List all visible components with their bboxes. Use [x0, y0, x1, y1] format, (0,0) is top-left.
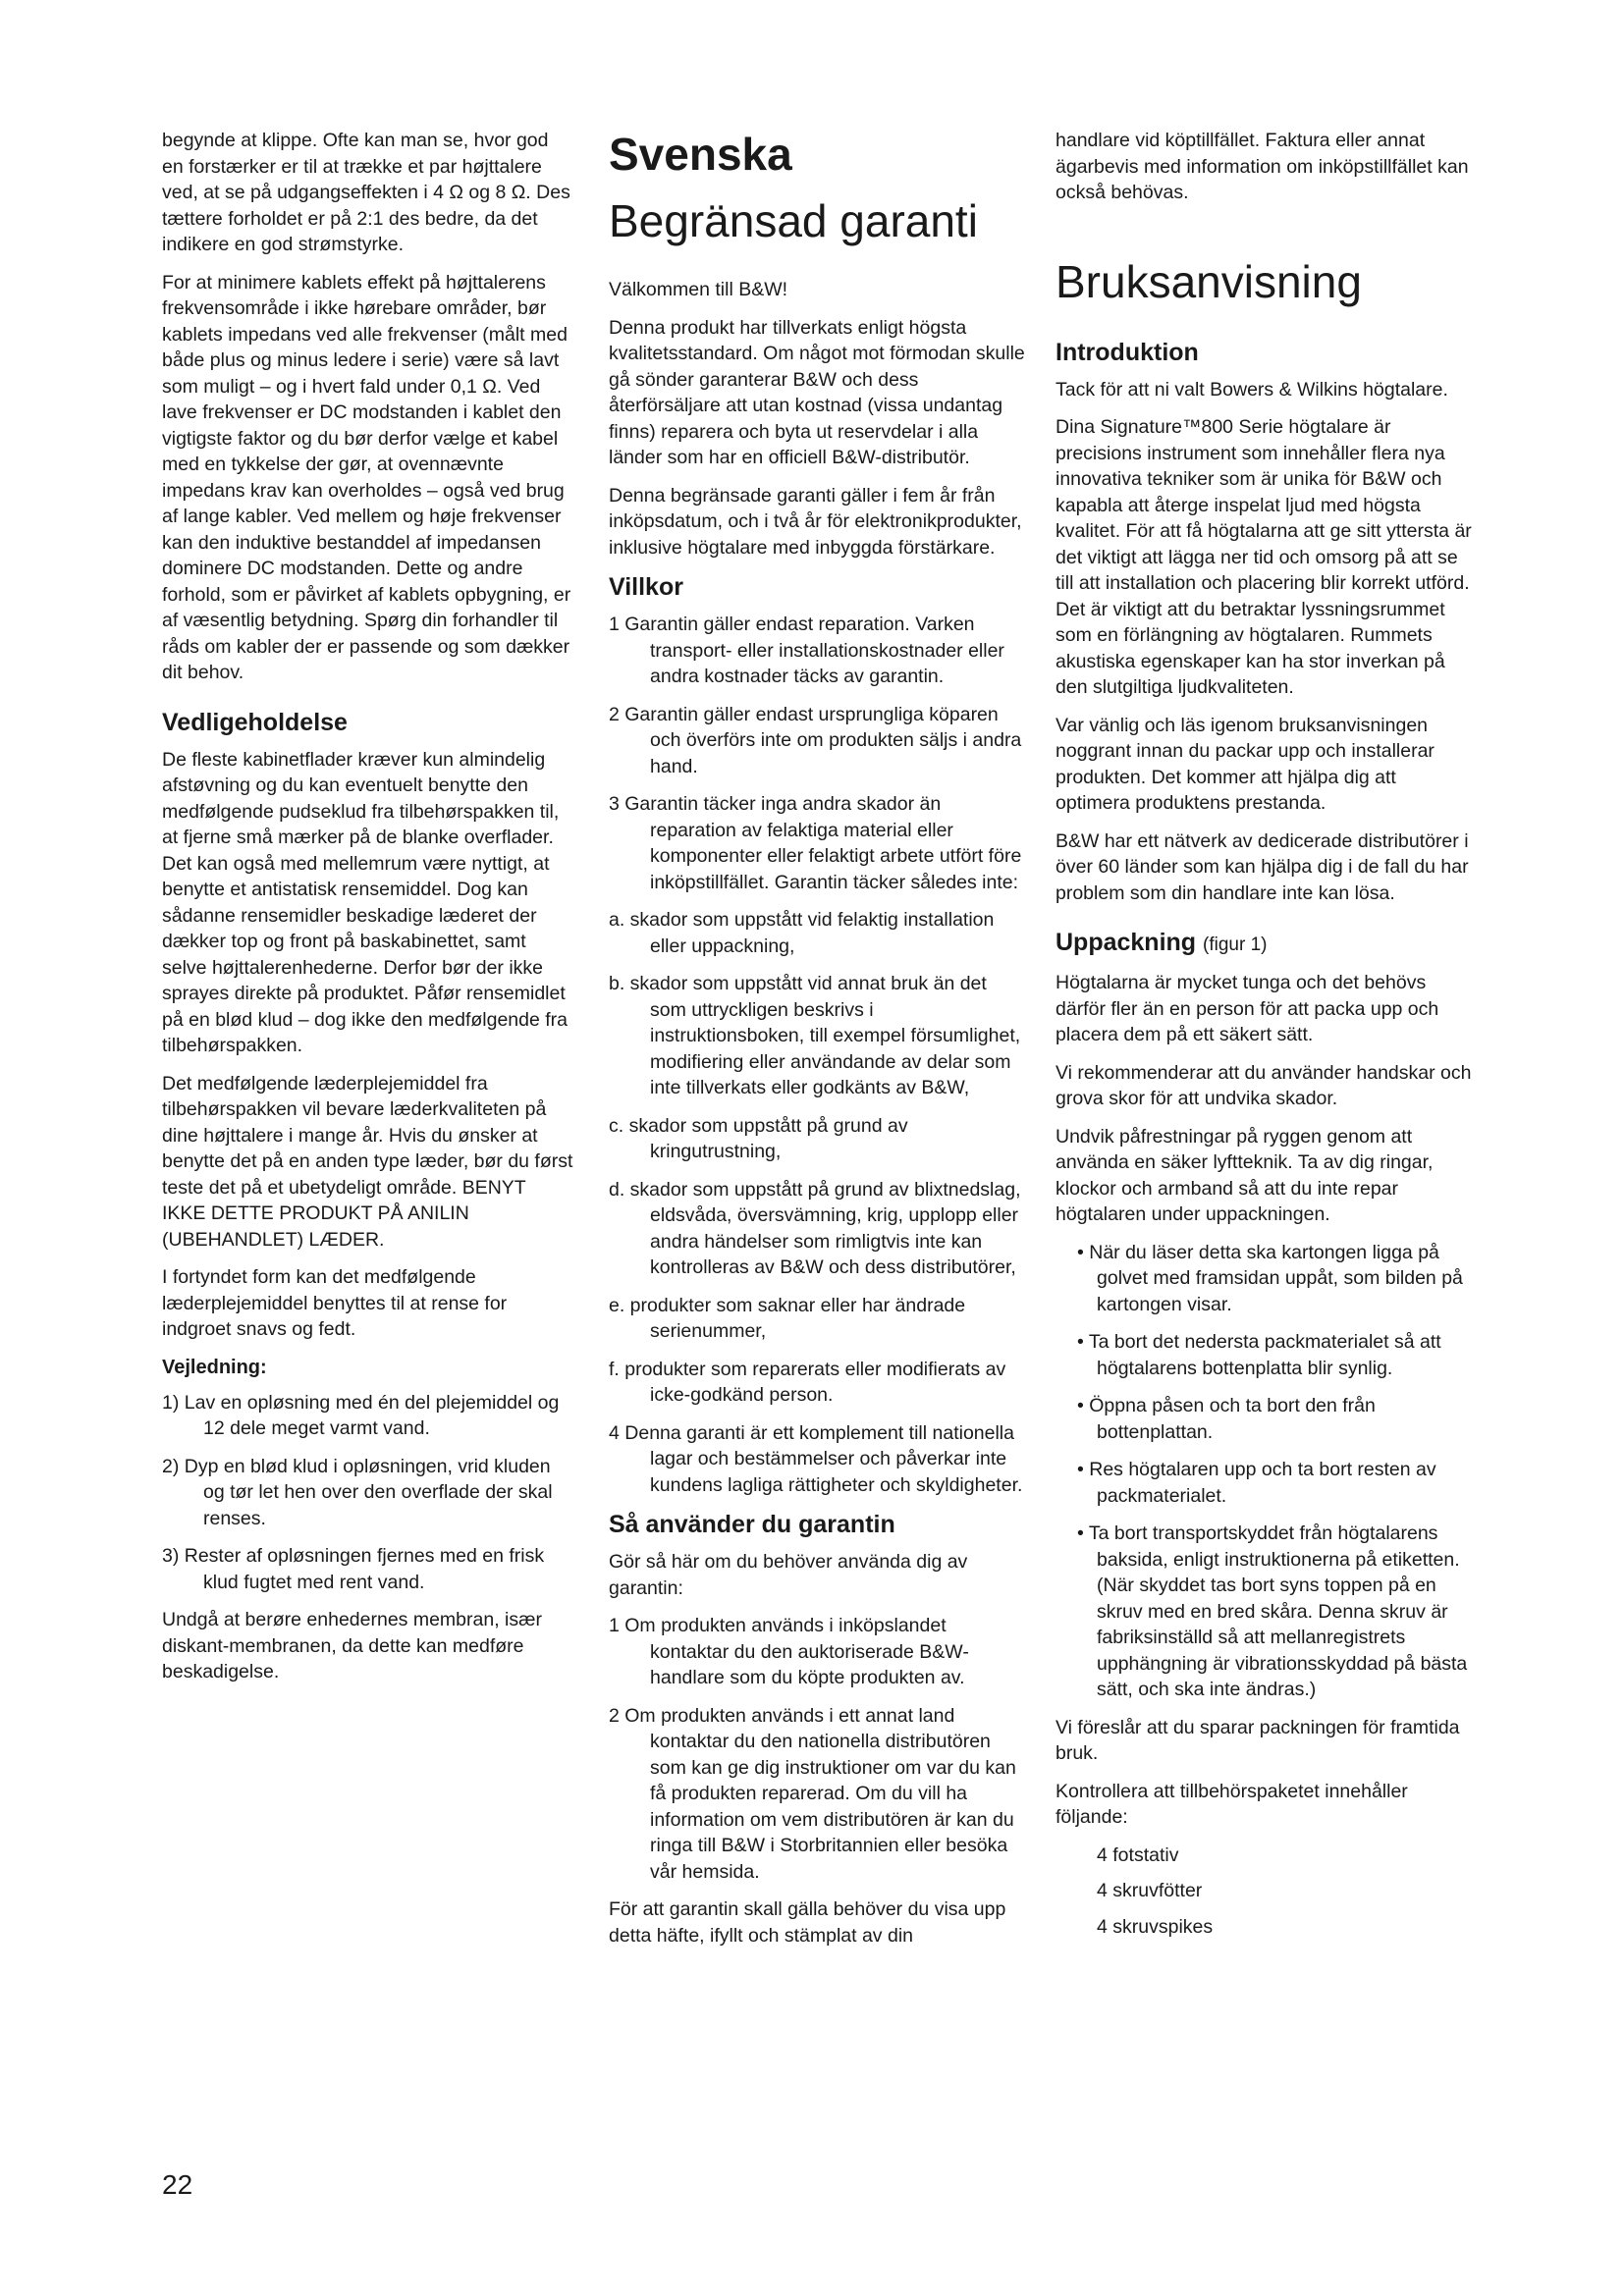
bullet-item: • När du läser detta ska kartongen ligga på golvet med framsidan uppåt, som bilden på kartongen visar. — [1077, 1241, 1463, 1315]
paragraph: De fleste kabinetflader kræver kun almindelig afstøvning og du kan eventuelt benytte den medfølgende pudseklud fra tilbehørspakken til, at fjerne små mærker på de blanke overflader. Det kan også med mellemrum være nyttigt, at benytte et antistatisk rensemiddel. Dog kan sådanne rensemidler beskadige læderet der dækker top og front på baskabinettet, samt selve højttalerenhederne. Derfor bør der ikke sprayes direkte på produktet. Påfør rensemidlet på en blød klud – dog ikke den medfølgende fra tilbehørspakken. — [162, 748, 568, 1056]
heading-vedligeholdelse: Vedligeholdelse — [162, 708, 348, 736]
list-item: b. skador som uppstått vid annat bruk än det som uttryckligen beskrivs i instruktionsboken, till exempel försumlighet, modifiering eller användande av delar som inte tillverkats eller godkänts av B&W, — [609, 973, 1021, 1098]
paragraph: Denna begränsade garanti gäller i fem år från inköpsdatum, och i två år för elektronikprodukter, inklusive högtalare med inbyggda förstärkare. — [609, 484, 1022, 559]
column-warranty — [609, 128, 1026, 1960]
paragraph: Högtalarna är mycket tunga och det behövs därför fler än en person för att packa upp och placera dem på ett säkert sätt. — [1056, 972, 1439, 1045]
list-item: 1) Lav en opløsning med én del plejemiddel og 12 dele meget varmt vand. — [162, 1391, 560, 1439]
paragraph: B&W har ett nätverk av dedicerade distributörer i över 60 länder som kan hjälpa dig i de fall du har problem som din handlare inte kan lösa. — [1056, 829, 1469, 904]
list-item: 3) Rester af opløsningen fjernes med en frisk klud fugtet med rent vand. — [162, 1545, 545, 1593]
paragraph: For at minimere kablets effekt på højttalerens frekvensområde i ikke hørebare områder, bør kablets impedans ved alle frekvenser (målt med både plus og minus ledere i serie) være så lavt som muligt – og i hvert fald under 0,1 Ω. Ved lave frekvenser er DC modstanden i kablet den vigtigste faktor og du bør derfor vælge et kabel med en tykkelse der gør, at ovennævnte impedans krav kan overholdes – også ved brug af lange kabler. Ved mellem og høje frekvenser kan den induktive bestanddel af impedansen dominere DC modstanden. Dette og andre forhold, som er påvirket af kablets opbygning, er af væsentlig betydning. Spørg din forhandler til råds om kabler der er passende og som dækker dit behov. — [162, 271, 571, 683]
list-item: 3 Garantin täcker inga andra skador än reparation av felaktiga material eller komponenter eller felaktigt arbete utfört före inköpstillfället. Garantin täcker således inte: — [609, 793, 1022, 893]
heading-introduktion: Introduktion — [1056, 338, 1199, 366]
list-item: 1 Om produkten används i inköpslandet kontaktar du den auktoriserade B&W-handlare som du köpte produkten av. — [609, 1615, 969, 1688]
heading-vejledning: Vejledning: — [162, 1356, 267, 1378]
paragraph: Det medfølgende læderplejemiddel fra tilbehørspakken vil bevare læderkvaliteten på dine højttalere i mange år. Hvis du ønsker at benytte det på en anden type læder, bør du først teste det på et ubetydeligt område. BENYT IKKE DETTE PRODUKT PÅ ANILIN (UBEHANDLET) LÆDER. — [162, 1072, 573, 1251]
list-item: e. produkter som saknar eller har ändrade serienummer, — [609, 1294, 966, 1342]
page-number: 22 — [162, 2169, 193, 2200]
paragraph: Vi föreslår att du sparar packningen för framtida bruk. — [1056, 1716, 1460, 1764]
bullet-item: • Ta bort det nedersta packmaterialet så att högtalarens bottenplatta blir synlig. — [1077, 1331, 1441, 1379]
paragraph: Dina Signature™800 Serie högtalare är precisions instrument som innehåller flera nya innovativa tekniker som är unika för B&W och kapabla att återge inspelat ljud med högsta kvalitet. För att få högtalarna att ge sitt yttersta är det viktigt att lägga ner tid och omsorg på att se till att installation och placering blir korrekt utförd. Det är viktigt att du betraktar lyssningsrummet som en förlängning av högtalaren. Rummets akustiska egenskaper kan ha stor inverkan på den slutgiltiga ljudkvaliteten. — [1056, 416, 1472, 698]
paragraph: Undvik påfrestningar på ryggen genom att använda en säker lyftteknik. Ta av dig ringar, klockor och armband så att du inte repar högtalaren under uppackningen. — [1056, 1125, 1434, 1225]
accessory-item: 4 fotstativ — [1097, 1843, 1179, 1866]
list-item: c. skador som uppstått på grund av kringutrustning, — [609, 1114, 908, 1162]
paragraph: Välkommen till B&W! — [609, 279, 788, 300]
bullet-item: • Res högtalaren upp och ta bort resten av packmaterialet. — [1077, 1459, 1436, 1507]
list-item: 2) Dyp en blød klud i opløsningen, vrid kluden og tør let hen over den overflade der skal renses. — [162, 1455, 553, 1529]
list-item: 1 Garantin gäller endast reparation. Varken transport- eller installationskostnader eller andra kostnader täcks av garantin. — [609, 614, 1004, 687]
column-instructions — [1056, 128, 1473, 1949]
paragraph: Gör så här om du behöver använda dig av garantin: — [609, 1551, 968, 1599]
list-item: 2 Om produkten används i ett annat land kontaktar du den nationella distributören som kan ge dig instruktioner om var du kan få produkten reparerad. Om du vill ha information om vem distributören är kan du ringa till B&W i Storbritannien eller besöka vår hemsida. — [609, 1704, 1016, 1883]
paragraph: begynde at klippe. Ofte kan man se, hvor god en forstærker er til at trække et par højttalere ved, at se på udgangseffekten i 4 Ω og 8 Ω. Des tættere forholdet er på 2:1 des bedre, da det indikere en god strømstyrke. — [162, 130, 570, 255]
paragraph: För att garantin skall gälla behöver du visa upp detta häfte, ifyllt och stämplat av din — [609, 1898, 1006, 1947]
heading-sa-anvander: Så använder du garantin — [609, 1511, 895, 1538]
paragraph: Tack för att ni valt Bowers & Wilkins högtalare. — [1056, 378, 1448, 400]
bullet-item: • Öppna påsen och ta bort den från bottenplattan. — [1077, 1395, 1376, 1443]
paragraph: I fortyndet form kan det medfølgende læderplejemiddel benyttes til at rense for indgroet snavs og fedt. — [162, 1266, 508, 1340]
section-title-bruksanvisning: Bruksanvisning — [1056, 255, 1362, 307]
section-title-garanti: Begränsad garanti — [609, 195, 978, 246]
paragraph: Undgå at berøre enhedernes membran, især diskant-membranen, da dette kan medføre beskadigelse. — [162, 1609, 542, 1682]
list-item: d. skador som uppstått på grund av blixtnedslag, eldsvåda, översvämning, krig, upplopp eller andra händelser som rimligtvis inte kan kontrolleras av B&W och dess distributörer, — [609, 1178, 1021, 1278]
list-item: f. produkter som reparerats eller modifierats av icke-godkänd person. — [609, 1358, 1006, 1406]
language-title: Svenska — [609, 129, 792, 180]
list-item: 2 Garantin gäller endast ursprungliga köparen och överförs inte om produkten säljs i andra hand. — [609, 703, 1022, 777]
accessory-item: 4 skruvfötter — [1097, 1880, 1203, 1901]
list-item: 4 Denna garanti är ett komplement till nationella lagar och bestämmelser och påverkar inte kundens lagliga rättigheter och skyldigheter. — [609, 1421, 1023, 1496]
heading-villkor: Villkor — [609, 573, 683, 601]
column-danish — [162, 128, 574, 1697]
figure-reference: (figur 1) — [1203, 934, 1268, 955]
list-item: a. skador som uppstått vid felaktig installation eller uppackning, — [609, 909, 995, 957]
bullet-item: • Ta bort transportskyddet från högtalarens baksida, enligt instruktionerna på etiketten. (När skyddet tas bort syns toppen på en skruv med en bred skåra. Denna skruv är fabriksinställd så att mellanregistrets upphängning är vibrationsskyddad på bästa sätt, och ska inte ändras.) — [1077, 1522, 1468, 1700]
heading-uppackning-text: Uppackning — [1056, 929, 1197, 956]
paragraph: Vi rekommenderar att du använder handskar och grova skor för att undvika skador. — [1056, 1061, 1472, 1109]
paragraph: Denna produkt har tillverkats enligt högsta kvalitetsstandard. Om något mot förmodan skulle gå sönder garanterar B&W och dess återförsäljare att utan kostnad (vissa undantag finns) reparera och byta ut reservdelar i alla länder som har en officiell B&W-distributör. — [609, 316, 1025, 468]
accessory-item: 4 skruvspikes — [1097, 1915, 1214, 1938]
paragraph: handlare vid köptillfället. Faktura eller annat ägarbevis med information om inköpstillfället kan också behövas. — [1056, 130, 1469, 203]
paragraph: Var vänlig och läs igenom bruksanvisningen noggrant innan du packar upp och installerar produkten. Det kommer att hjälpa dig att optimera produktens prestanda. — [1056, 714, 1435, 814]
heading-uppackning — [1056, 928, 1473, 960]
paragraph: Kontrollera att tillbehörspaketet innehåller följande: — [1056, 1780, 1408, 1828]
